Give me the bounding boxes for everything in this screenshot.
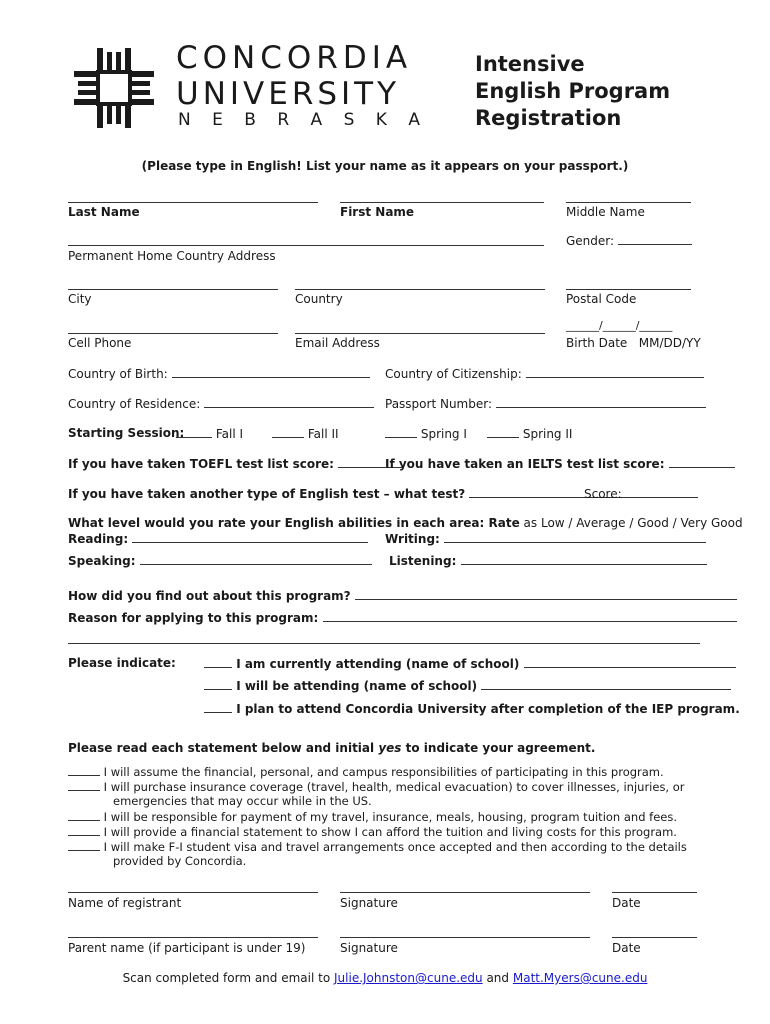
- agreement-item-2: [68, 779, 685, 794]
- parent-name-label: Parent name (if participant is under 19): [68, 941, 306, 955]
- country-line[interactable]: [295, 289, 545, 290]
- agreement-5-text: I will make F-I student visa and travel arrangements once accepted and then according to the details: [103, 840, 687, 854]
- agreement-item-3: [68, 809, 677, 824]
- country-of-residence-row: [68, 396, 374, 411]
- agreement-2-initial[interactable]: [68, 779, 100, 791]
- reading-blank[interactable]: [132, 531, 368, 543]
- concordia-cross-logo-icon: [72, 46, 156, 130]
- country-of-citizenship-label: Country of Citizenship:: [385, 367, 522, 381]
- reading-label: Reading:: [68, 532, 129, 546]
- country-of-citizenship-blank[interactable]: [526, 366, 704, 378]
- city-label: City: [68, 292, 92, 306]
- country-of-birth-label: Country of Birth:: [68, 367, 168, 381]
- registrant-date-line[interactable]: [612, 892, 697, 893]
- agreement-3-text: I will be responsible for payment of my travel, insurance, meals, housing, program tuition and fees.: [103, 810, 677, 824]
- session-spring1: [385, 426, 467, 441]
- registrant-signature-label: Signature: [340, 896, 398, 910]
- session-fall1-label: Fall I: [215, 427, 244, 441]
- agreement-3-initial[interactable]: [68, 809, 100, 821]
- score-row: [584, 486, 698, 501]
- reading-row: [68, 531, 368, 546]
- country-of-birth-row: [68, 366, 370, 381]
- agreement-item-1: [68, 764, 664, 779]
- agreement-item-5-cont: provided by Concordia.: [113, 854, 247, 868]
- passport-number-label: Passport Number:: [385, 397, 493, 411]
- score-blank[interactable]: [622, 486, 698, 498]
- parent-date-line[interactable]: [612, 937, 697, 938]
- gender-text: Gender:: [566, 234, 615, 248]
- agreement-heading-yes: yes: [378, 741, 402, 755]
- writing-row: [385, 531, 706, 546]
- country-of-citizenship-row: [385, 366, 704, 381]
- instructions: (Please type in English! List your name as it appears on your passport.): [141, 159, 629, 173]
- session-spring2-label: Spring II: [522, 427, 573, 441]
- parent-signature-line[interactable]: [340, 937, 590, 938]
- reason-blank[interactable]: [323, 610, 737, 622]
- session-spring2: [487, 426, 572, 441]
- toefl-label: If you have taken TOEFL test list score:: [68, 457, 334, 471]
- indicate-option-3: [204, 701, 740, 716]
- agreement-4-text: I will provide a financial statement to show I can afford the tuition and living costs for this program.: [103, 825, 677, 839]
- indicate-3-check[interactable]: [204, 701, 232, 713]
- other-test-row: [68, 486, 627, 501]
- session-spring2-blank[interactable]: [487, 426, 519, 438]
- country-of-residence-blank[interactable]: [204, 396, 374, 408]
- indicate-option-2: [204, 678, 731, 693]
- reason-label: Reason for applying to this program:: [68, 611, 319, 625]
- reason-row: [68, 610, 737, 625]
- country-label: Country: [295, 292, 343, 306]
- session-fall1-blank[interactable]: [176, 426, 212, 438]
- listening-row: [389, 553, 707, 568]
- birth-date-slots[interactable]: ______/______/______: [566, 319, 673, 332]
- indicate-option-1: [204, 656, 736, 671]
- score-label: Score:: [584, 487, 622, 501]
- country-of-residence-label: Country of Residence:: [68, 397, 201, 411]
- last-name-line[interactable]: [68, 202, 318, 203]
- ielts-row: [385, 456, 735, 471]
- indicate-2-check[interactable]: [204, 678, 232, 690]
- permanent-address-label: Permanent Home Country Address: [68, 249, 276, 263]
- last-name-label: Last Name: [68, 205, 140, 219]
- session-fall1: [176, 426, 243, 441]
- passport-number-blank[interactable]: [496, 396, 706, 408]
- logo-line-concordia: CONCORDIA: [176, 40, 413, 76]
- writing-blank[interactable]: [444, 531, 706, 543]
- listening-blank[interactable]: [461, 553, 707, 565]
- agreement-item-4: [68, 824, 677, 839]
- ielts-label: If you have taken an IELTS test list score:: [385, 457, 665, 471]
- logo-line-nebraska: N E B R A S K A: [178, 110, 428, 130]
- session-fall2-blank[interactable]: [272, 426, 304, 438]
- other-test-label: If you have taken another type of English test – what test?: [68, 487, 466, 501]
- agreement-5-initial[interactable]: [68, 839, 100, 851]
- agreement-item-5: [68, 839, 687, 854]
- registrant-name-line[interactable]: [68, 892, 318, 893]
- country-of-birth-blank[interactable]: [172, 366, 370, 378]
- email-link-matt[interactable]: Matt.Myers@cune.edu: [512, 971, 648, 985]
- indicate-1-school-blank[interactable]: [524, 656, 736, 668]
- first-name-label: First Name: [340, 205, 415, 219]
- ielts-blank[interactable]: [669, 456, 735, 468]
- middle-name-line[interactable]: [566, 202, 691, 203]
- level-question-bold: What level would you rate your English abilities in each area: Rate: [68, 516, 520, 530]
- agreement-item-2-cont: emergencies that may occur while in the US.: [113, 794, 372, 808]
- find-out-label: How did you find out about this program?: [68, 589, 351, 603]
- writing-label: Writing:: [385, 532, 440, 546]
- registrant-signature-line[interactable]: [340, 892, 590, 893]
- middle-name-label: Middle Name: [566, 205, 645, 219]
- level-question: [68, 516, 743, 530]
- listening-label: Listening:: [389, 554, 457, 568]
- session-spring1-label: Spring I: [420, 427, 467, 441]
- agreement-1-initial[interactable]: [68, 764, 100, 776]
- footer-and: and: [486, 971, 510, 985]
- passport-number-row: [385, 396, 706, 411]
- form-title-line1: Intensive: [475, 52, 585, 76]
- speaking-label: Speaking:: [68, 554, 136, 568]
- email-address-label: Email Address: [295, 336, 380, 350]
- agreement-heading-post: to indicate your agreement.: [405, 741, 596, 755]
- gender-blank[interactable]: [618, 233, 692, 245]
- logo-line-university: UNIVERSITY: [176, 76, 401, 112]
- cell-phone-label: Cell Phone: [68, 336, 132, 350]
- find-out-row: [68, 588, 737, 603]
- first-name-line[interactable]: [340, 202, 544, 203]
- parent-name-line[interactable]: [68, 937, 318, 938]
- please-indicate-label: Please indicate:: [68, 656, 176, 670]
- cell-phone-line[interactable]: [68, 333, 278, 334]
- speaking-blank[interactable]: [140, 553, 372, 565]
- toefl-row: [68, 456, 404, 471]
- agreement-4-initial[interactable]: [68, 824, 100, 836]
- reason-extra-line[interactable]: [68, 643, 700, 644]
- indicate-1-label: I am currently attending (name of school): [236, 657, 520, 671]
- email-link-julie[interactable]: Julie.Johnston@cune.edu: [334, 971, 483, 985]
- postal-code-label: Postal Code: [566, 292, 637, 306]
- permanent-address-line[interactable]: [68, 245, 544, 246]
- indicate-2-school-blank[interactable]: [481, 678, 731, 690]
- email-line[interactable]: [295, 333, 545, 334]
- parent-date-label: Date: [612, 941, 641, 955]
- form-title-line2: English Program: [475, 79, 671, 103]
- level-question-scale: as Low / Average / Good / Very Good: [523, 516, 743, 530]
- agreement-heading: [68, 741, 595, 755]
- postal-code-line[interactable]: [566, 289, 691, 290]
- starting-session-label: Starting Session:: [68, 426, 185, 440]
- session-fall2: [272, 426, 339, 441]
- indicate-3-label: I plan to attend Concordia University after completion of the IEP program.: [236, 702, 740, 716]
- form-title-line3: Registration: [475, 106, 622, 130]
- find-out-blank[interactable]: [355, 588, 737, 600]
- agreement-2-text: I will purchase insurance coverage (travel, health, medical evacuation) to cover illnesses, injuries, or: [103, 780, 685, 794]
- indicate-1-check[interactable]: [204, 656, 232, 668]
- gender-label: [566, 233, 692, 248]
- birth-date-label: [566, 336, 701, 350]
- agreement-1-text: I will assume the financial, personal, and campus responsibilities of participating in this program.: [103, 765, 664, 779]
- indicate-2-label: I will be attending (name of school): [236, 679, 478, 693]
- birth-date-format: MM/DD/YY: [638, 336, 701, 350]
- session-fall2-label: Fall II: [307, 427, 339, 441]
- registrant-date-label: Date: [612, 896, 641, 910]
- speaking-row: [68, 553, 372, 568]
- parent-signature-label: Signature: [340, 941, 398, 955]
- city-line[interactable]: [68, 289, 278, 290]
- agreement-heading-pre: Please read each statement below and initial: [68, 741, 375, 755]
- footer-text: Scan completed form and email to: [122, 971, 331, 985]
- birth-date-text: Birth Date: [566, 336, 628, 350]
- session-spring1-blank[interactable]: [385, 426, 417, 438]
- footer-instructions: [0, 971, 770, 985]
- registrant-name-label: Name of registrant: [68, 896, 182, 910]
